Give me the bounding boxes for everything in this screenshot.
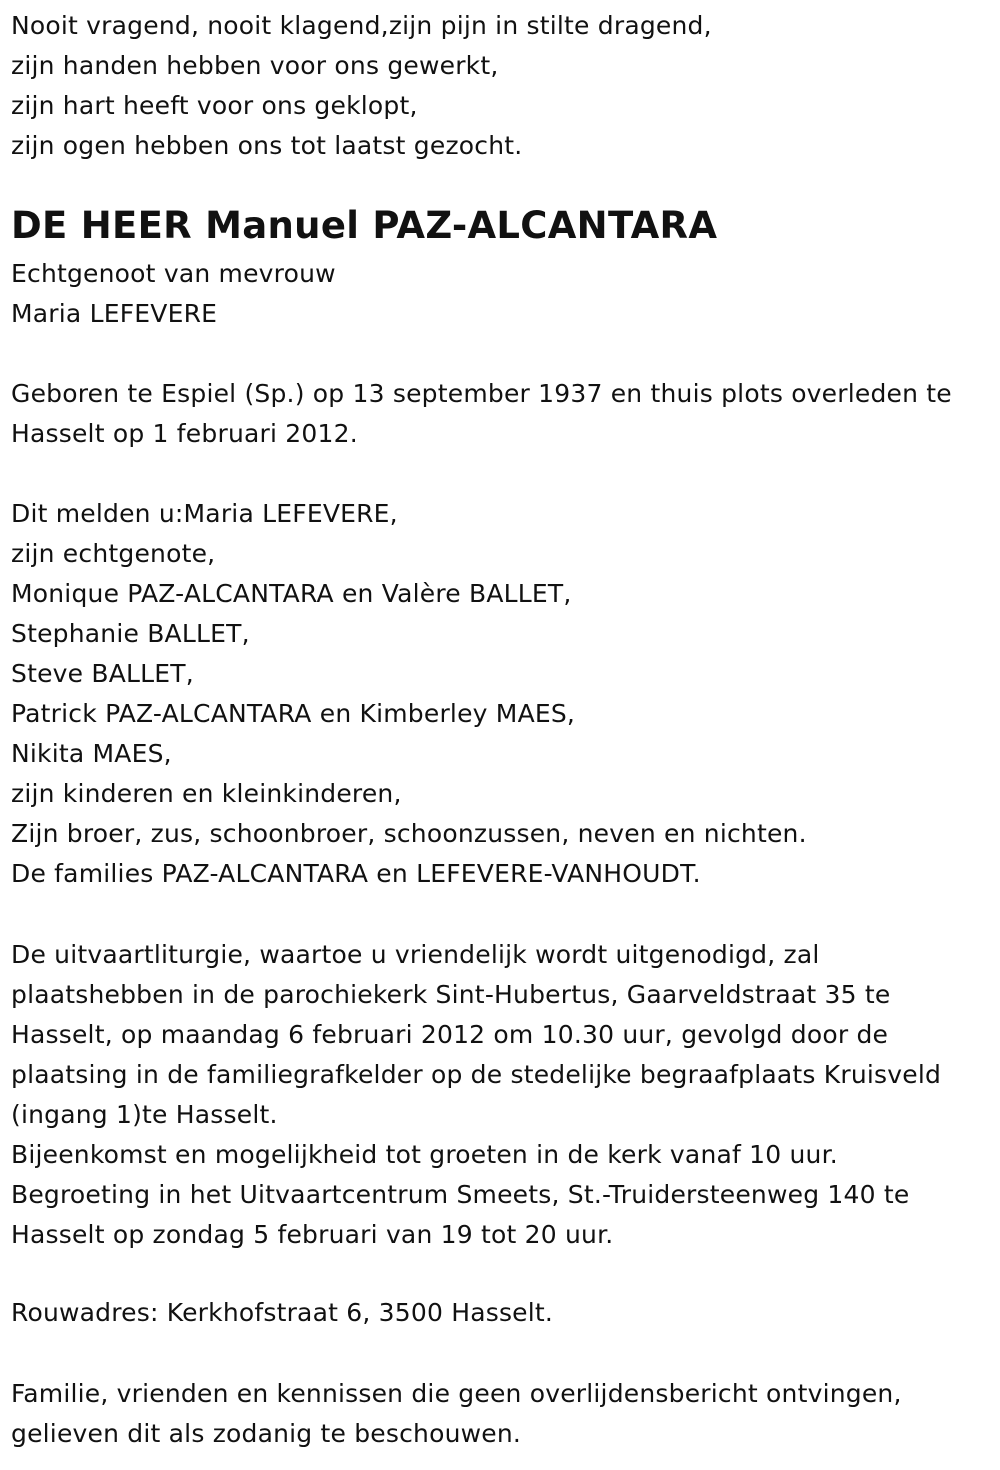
funeral-line: Hasselt op zondag 5 februari van 19 tot 20 uur.	[11, 1220, 614, 1249]
family-line: De families PAZ-ALCANTARA en LEFEVERE-VANHOUDT.	[11, 859, 701, 888]
family-announcement	[11, 494, 991, 894]
family-line: zijn echtgenote,	[11, 539, 216, 568]
family-line: Zijn broer, zus, schoonbroer, schoonzussen, neven en nichten.	[11, 819, 807, 848]
closing-note	[11, 1374, 991, 1454]
relation-line: Echtgenoot van mevrouw	[11, 259, 336, 288]
poem-line: Nooit vragend, nooit klagend,zijn pijn in stilte dragend,	[11, 11, 712, 40]
birth-death-line: Hasselt op 1 februari 2012.	[11, 419, 358, 448]
funeral-line: De uitvaartliturgie, waartoe u vriendelijk wordt uitgenodigd, zal	[11, 940, 820, 969]
family-line: Steve BALLET,	[11, 659, 194, 688]
closing-line: gelieven dit als zodanig te beschouwen.	[11, 1419, 522, 1448]
family-line: Nikita MAES,	[11, 739, 172, 768]
birth-death-paragraph	[11, 374, 991, 454]
deceased-name: DE HEER Manuel PAZ-ALCANTARA	[11, 204, 718, 247]
poem-line: zijn handen hebben voor ons gewerkt,	[11, 51, 499, 80]
mourning-address	[11, 1293, 991, 1333]
poem-line: zijn ogen hebben ons tot laatst gezocht.	[11, 131, 523, 160]
funeral-line: Hasselt, op maandag 6 februari 2012 om 10.30 uur, gevolgd door de	[11, 1020, 889, 1049]
spouse-relation	[11, 254, 991, 334]
funeral-line: (ingang 1)te Hasselt.	[11, 1100, 278, 1129]
family-line: zijn kinderen en kleinkinderen,	[11, 779, 402, 808]
address-line: Rouwadres: Kerkhofstraat 6, 3500 Hasselt.	[11, 1298, 554, 1327]
birth-death-line: Geboren te Espiel (Sp.) op 13 september 1937 en thuis plots overleden te	[11, 379, 952, 408]
family-line: Monique PAZ-ALCANTARA en Valère BALLET,	[11, 579, 572, 608]
memorial-poem	[11, 6, 991, 166]
funeral-line: Bijeenkomst en mogelijkheid tot groeten in de kerk vanaf 10 uur.	[11, 1140, 838, 1169]
funeral-line: plaatshebben in de parochiekerk Sint-Hubertus, Gaarveldstraat 35 te	[11, 980, 891, 1009]
closing-line: Familie, vrienden en kennissen die geen overlijdensbericht ontvingen,	[11, 1379, 902, 1408]
relation-line: Maria LEFEVERE	[11, 299, 218, 328]
funeral-line: Begroeting in het Uitvaartcentrum Smeets, St.-Truidersteenweg 140 te	[11, 1180, 910, 1209]
funeral-details	[11, 935, 991, 1255]
funeral-line: plaatsing in de familiegrafkelder op de stedelijke begraafplaats Kruisveld	[11, 1060, 942, 1089]
poem-line: zijn hart heeft voor ons geklopt,	[11, 91, 418, 120]
family-line: Stephanie BALLET,	[11, 619, 250, 648]
family-line: Dit melden u:Maria LEFEVERE,	[11, 499, 398, 528]
family-line: Patrick PAZ-ALCANTARA en Kimberley MAES,	[11, 699, 576, 728]
